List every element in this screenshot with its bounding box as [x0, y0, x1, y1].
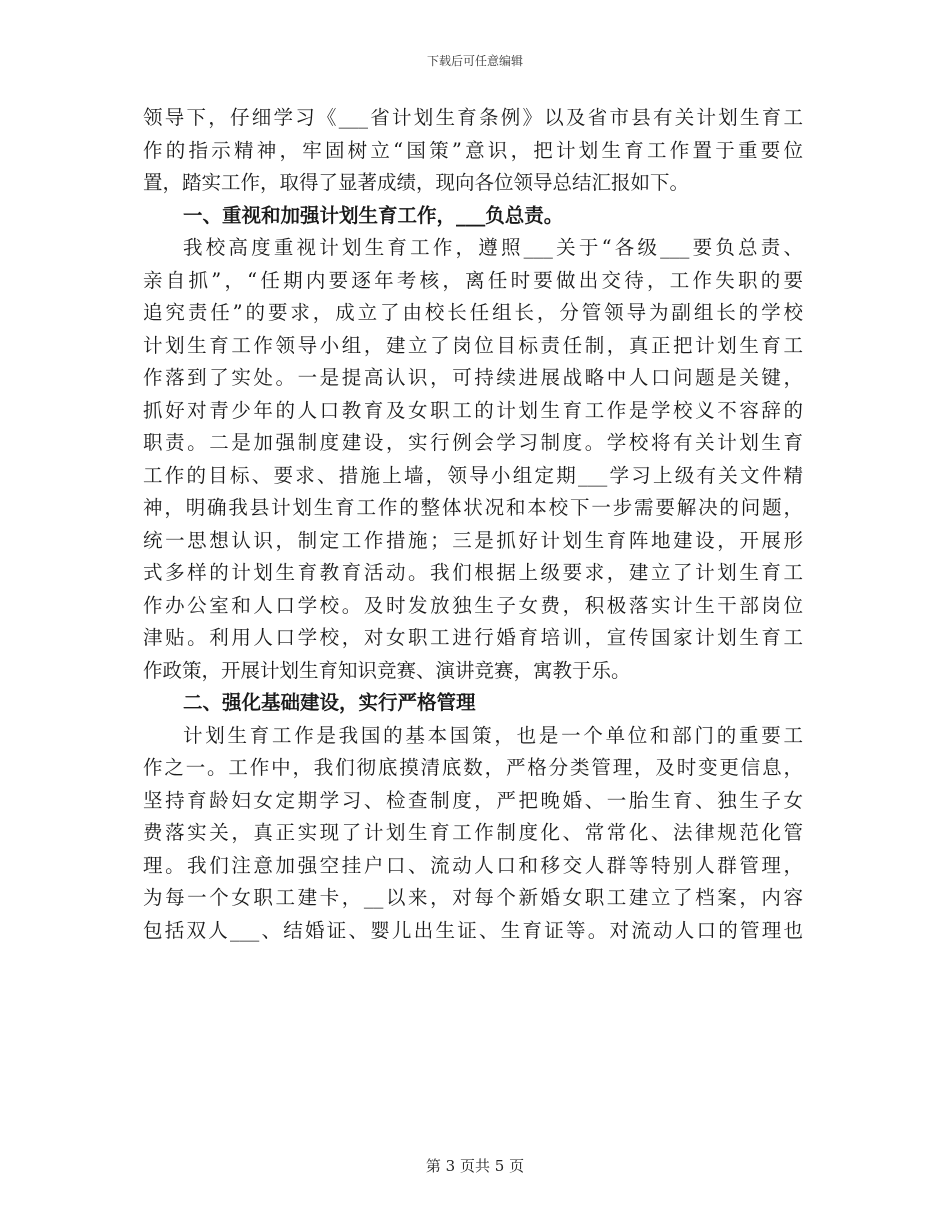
section-heading: 二、强化基础建设，实行严格管理	[183, 691, 476, 714]
text-line: 统一思想认识，制定工作措施；三是抓好计划生育阵地建设，开展形	[143, 528, 803, 552]
page-header: 下载后可任意编辑	[426, 54, 523, 68]
text-line: 我校高度重视计划生育工作，遵照___关于“各级___要负总责、	[183, 236, 803, 259]
text-line: 包括双人___、结婚证、婴儿出生证、生育证等。对流动人口的管理也	[143, 918, 803, 942]
text-line: 作落到了实处。一是提高认识，可持续进展战略中人口问题是关键，	[143, 366, 803, 389]
text-line: 坚持育龄妇女定期学习、检查制度，严把晚婚、一胎生育、独生子女	[143, 788, 803, 812]
text-line: 神，明确我县计划生育工作的整体状况和本校下一步需要解决的问题，	[143, 496, 803, 519]
text-line: 作政策，开展计划生育知识竞赛、演讲竞赛，寓教于乐。	[143, 658, 631, 682]
text-line: 亲自抓”，“任期内要逐年考核，离任时要做出交待，工作失职的要	[143, 268, 803, 292]
text-line: 工作的目标、要求、措施上墙，领导小组定期___学习上级有关文件精	[143, 463, 803, 487]
text-line: 津贴。利用人口学校，对女职工进行婚育培训，宣传国家计划生育工	[143, 626, 803, 649]
text-line: 作办公室和人口学校。及时发放独生子女费，积极落实计生干部岗位	[143, 593, 803, 617]
text-line: 计划生育工作领导小组，建立了岗位目标责任制，真正把计划生育工	[143, 333, 803, 357]
text-line: 领导下，仔细学习《___省计划生育条例》以及省市县有关计划生育工	[143, 106, 803, 129]
text-line: 式多样的计划生育教育活动。我们根据上级要求，建立了计划生育工	[143, 561, 803, 584]
text-line: 理。我们注意加强空挂户口、流动人口和移交人群等特别人群管理，	[143, 853, 803, 877]
text-line: 职责。二是加强制度建设，实行例会学习制度。学校将有关计划生育	[143, 431, 803, 454]
text-line: 置，踏实工作，取得了显著成绩，现向各位领导总结汇报如下。	[143, 171, 690, 194]
text-line: 作的指示精神，牢固树立“国策”意识，把计划生育工作置于重要位	[143, 138, 803, 162]
text-line: 计划生育工作是我国的基本国策，也是一个单位和部门的重要工	[183, 723, 803, 747]
text-line: 追究责任”的要求，成立了由校长任组长，分管领导为副组长的学校	[143, 301, 803, 324]
text-line: 作之一。工作中，我们彻底摸清底数，严格分类管理，及时变更信息，	[143, 756, 803, 779]
section-heading: 一、重视和加强计划生育工作，___负总责。	[183, 203, 564, 227]
page-footer: 第 3 页共 5 页	[425, 1157, 525, 1175]
text-line: 为每一个女职工建卡，__以来，对每个新婚女职工建立了档案，内容	[143, 886, 803, 909]
text-line: 抓好对青少年的人口教育及女职工的计划生育工作是学校义不容辞的	[143, 398, 803, 422]
text-line: 费落实关，真正实现了计划生育工作制度化、常常化、法律规范化管	[143, 821, 803, 844]
document-body	[143, 102, 803, 947]
